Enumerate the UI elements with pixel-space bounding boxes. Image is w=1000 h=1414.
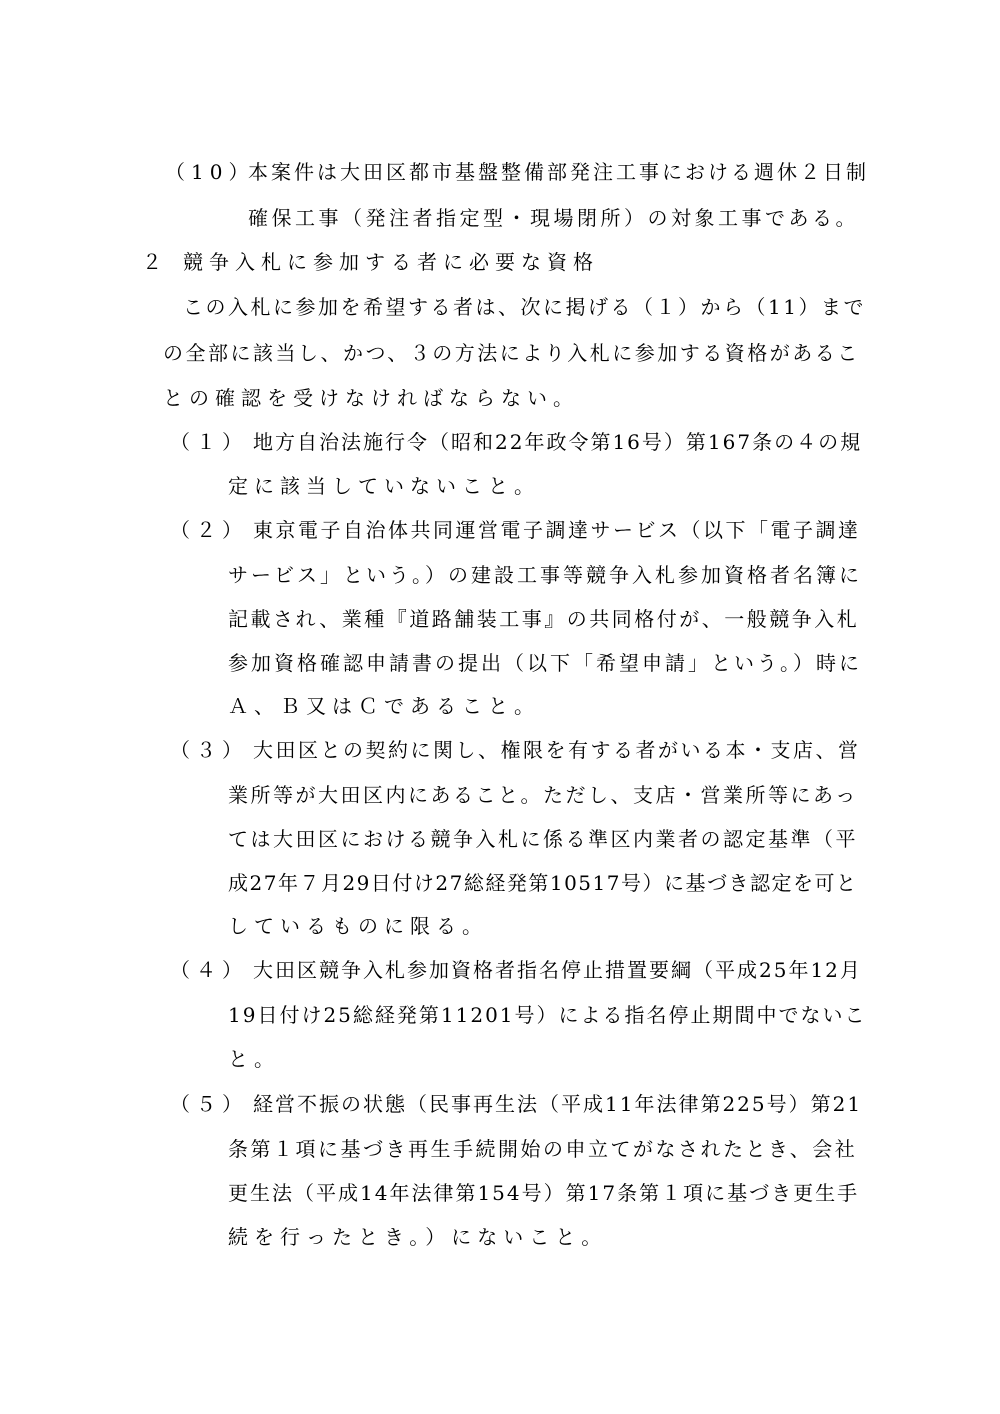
item-label: （４） xyxy=(170,958,248,982)
section-number: ２ xyxy=(142,250,168,274)
paragraph-line: この入札に参加を希望する者は、次に掲げる（１）から（11）まで xyxy=(183,295,866,319)
item-text-line: 確保工事（発注者指定型・現場閉所）の対象工事である。 xyxy=(248,206,859,230)
paragraph-line: との確認を受けなければならない。 xyxy=(163,386,579,410)
item-text-line: 参加資格確認申請書の提出（以下「希望申請」という。）時に xyxy=(228,651,862,675)
item-text-line: 本案件は大田区都市基盤整備部発注工事における週休２日制 xyxy=(248,160,869,184)
item-text-line: 定に該当していないこと。 xyxy=(228,474,540,498)
item-text-line: 大田区競争入札参加資格者指名停止措置要綱（平成25年12月 xyxy=(253,958,862,982)
paragraph-line: の全部に該当し、かつ、３の方法により入札に参加する資格があるこ xyxy=(163,341,860,365)
item-text-line: 地方自治法施行令（昭和22年政令第16号）第167条の４の規 xyxy=(253,430,863,454)
item-text-line: ては大田区における競争入札に係る準区内業者の認定基準（平 xyxy=(228,827,858,851)
item-label: （３） xyxy=(170,738,248,762)
item-text-line: サービス」という。）の建設工事等競争入札参加資格者名簿に xyxy=(228,563,862,587)
item-text-line: 記載され、業種『道路舗装工事』の共同格付が、一般競争入札 xyxy=(228,607,860,631)
item-text-line: 東京電子自治体共同運営電子調達サービス（以下「電子調達 xyxy=(253,518,861,542)
item-text-line: 業所等が大田区内にあること。ただし、支店・営業所等にあっ xyxy=(228,783,858,807)
section-title: 競争入札に参加する者に必要な資格 xyxy=(183,250,599,274)
item-text-line: 続を行ったとき。）にないこと。 xyxy=(228,1225,608,1249)
item-label: （10） xyxy=(165,160,255,184)
item-text-line: 成27年７月29日付け27総経発第10517号）に基づき認定を可と xyxy=(228,871,858,895)
item-text-line: 経営不振の状態（民事再生法（平成11年法律第225号）第21 xyxy=(253,1092,863,1116)
item-label: （５） xyxy=(170,1092,248,1116)
item-text-line: 条第１項に基づき再生手続開始の申立てがなされたとき、会社 xyxy=(228,1137,858,1161)
item-text-line: 大田区との契約に関し、権限を有する者がいる本・支店、営 xyxy=(253,738,861,762)
item-text-line: 19日付け25総経発第11201号）による指名停止期間中でないこ xyxy=(228,1003,867,1027)
item-text-line: しているものに限る。 xyxy=(228,914,488,938)
item-text-line: 更生法（平成14年法律第154号）第17条第１項に基づき更生手 xyxy=(228,1181,860,1205)
item-label: （１） xyxy=(170,430,248,454)
item-label: （２） xyxy=(170,518,248,542)
item-text-line: と。 xyxy=(228,1047,280,1071)
item-text-line: Ａ、Ｂ又はＣであること。 xyxy=(228,694,540,718)
